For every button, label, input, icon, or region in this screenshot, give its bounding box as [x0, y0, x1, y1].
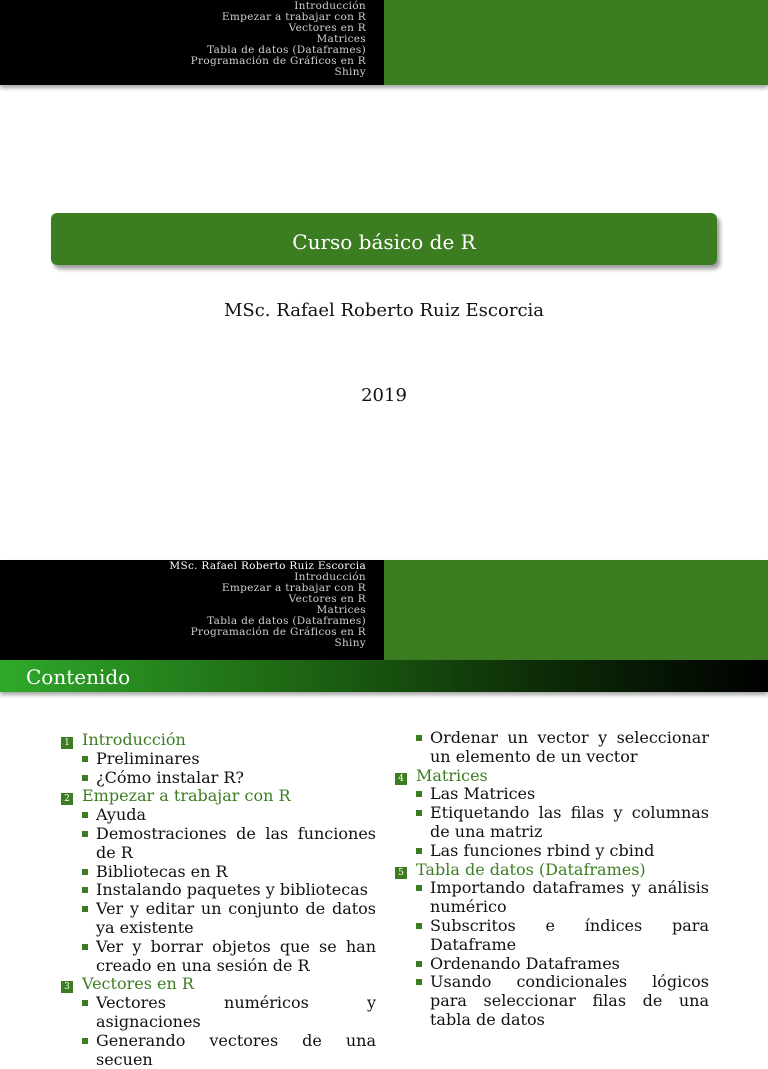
toc-subsection-label: Ver y editar un conjunto de datos ya existente — [96, 899, 376, 937]
bullet-icon — [82, 831, 88, 837]
bullet-icon — [416, 810, 422, 816]
toc-subsection-label: Ayuda — [96, 805, 147, 825]
nav-item-dataframes[interactable]: Tabla de datos (Dataframes) — [207, 615, 366, 627]
toc-section[interactable] — [61, 731, 376, 750]
bullet-icon — [416, 735, 422, 741]
bullet-icon — [82, 887, 88, 893]
toc-subsection[interactable] — [395, 729, 709, 767]
slide1-section-nav — [0, 0, 384, 85]
toc-subsection-label: Generando vectores de una secuen — [96, 1030, 376, 1069]
bullet-icon — [416, 885, 422, 891]
nav-item-graficos[interactable]: Programación de Gráficos en R — [190, 55, 366, 67]
toc-subsection[interactable] — [395, 785, 709, 804]
toc-subsection-label: ¿Cómo instalar R? — [96, 767, 244, 787]
toc-subsection-label: Las funciones rbind y cbind — [430, 840, 655, 860]
bullet-icon — [82, 869, 88, 875]
course-title: Curso básico de R — [292, 230, 476, 254]
frame-title: Contenido — [0, 660, 768, 692]
toc-subsection-label: Ordenando Dataframes — [430, 953, 620, 973]
slide2-headline — [0, 560, 768, 660]
section-number-badge: 2 — [61, 793, 73, 805]
toc-subsection-label: Importando dataframes y análisis numérico — [430, 878, 709, 917]
toc-subsection[interactable] — [61, 994, 376, 1032]
nav-item-vectores[interactable]: Vectores en R — [288, 593, 366, 605]
toc-subsection-label: Demostraciones de las funciones de R — [96, 823, 376, 862]
section-number-badge: 4 — [395, 773, 407, 785]
toc-section[interactable] — [61, 787, 376, 806]
bullet-icon — [82, 1038, 88, 1044]
nav-item-graficos[interactable]: Programación de Gráficos en R — [190, 626, 366, 638]
toc-subsection-label: Subscritos e índices para Dataframe — [430, 915, 709, 954]
nav-item-shiny[interactable]: Shiny — [334, 637, 366, 649]
toc-subsection[interactable] — [395, 955, 709, 974]
presentation-date: 2019 — [361, 385, 407, 406]
bullet-icon — [416, 848, 422, 854]
section-number-badge: 3 — [61, 981, 73, 993]
bullet-icon — [82, 812, 88, 818]
toc-subsection-label: Preliminares — [96, 748, 200, 768]
nav-item-introduccion[interactable]: Introducción — [294, 571, 366, 583]
bullet-icon — [416, 961, 422, 967]
bullet-icon — [82, 906, 88, 912]
toc-section-label: Matrices — [416, 765, 488, 785]
toc-section[interactable] — [395, 861, 709, 880]
toc-subsection-label: Las Matrices — [430, 784, 536, 804]
section-number-badge: 5 — [395, 867, 407, 879]
toc-subsection[interactable] — [61, 938, 376, 976]
toc-subsection[interactable] — [61, 1032, 376, 1069]
toc-section-label: Tabla de datos (Dataframes) — [416, 859, 646, 879]
nav-item-empezar[interactable]: Empezar a trabajar con R — [221, 11, 366, 23]
slide1-headline — [0, 0, 768, 85]
toc-subsection-label: Instalando paquetes y bibliotecas — [96, 880, 368, 900]
toc-subsection[interactable] — [61, 769, 376, 788]
toc-subsection-label: Ver y borrar objetos que se han creado en una sesión de R — [96, 936, 376, 975]
toc-subsection-label: Usando condicionales lógicos para seleccionar filas de una tabla de datos — [430, 972, 709, 1029]
nav-item-dataframes[interactable]: Tabla de datos (Dataframes) — [207, 44, 366, 56]
toc-subsection[interactable] — [61, 881, 376, 900]
nav-item-shiny[interactable]: Shiny — [334, 66, 366, 78]
toc-subsection-label: Vectores numéricos y asignaciones — [96, 993, 376, 1031]
header-author: MSc. Rafael Roberto Ruiz Escorcia — [169, 560, 366, 572]
toc-subsection[interactable] — [395, 973, 709, 1029]
toc-subsection[interactable] — [61, 863, 376, 882]
nav-item-matrices[interactable]: Matrices — [316, 604, 366, 616]
nav-item-matrices[interactable]: Matrices — [316, 33, 366, 45]
author-name: MSc. Rafael Roberto Ruiz Escorcia — [223, 300, 545, 321]
bullet-icon — [82, 756, 88, 762]
bullet-icon — [416, 979, 422, 985]
toc-subsection[interactable] — [395, 917, 709, 955]
slide2-headline-green — [384, 560, 768, 660]
bullet-icon — [416, 791, 422, 797]
toc-subsection[interactable] — [61, 806, 376, 825]
slide1-headline-green — [384, 0, 768, 85]
toc-section[interactable] — [61, 975, 376, 994]
toc-section-label: Vectores en R — [82, 974, 194, 994]
toc-subsection[interactable] — [61, 900, 376, 938]
toc-subsection[interactable] — [395, 879, 709, 917]
nav-item-introduccion[interactable]: Introducción — [294, 0, 366, 12]
toc-section-label: Introducción — [82, 730, 186, 749]
bullet-icon — [82, 944, 88, 950]
bullet-icon — [82, 775, 88, 781]
toc-section[interactable] — [395, 767, 709, 786]
bullet-icon — [82, 1000, 88, 1006]
nav-item-vectores[interactable]: Vectores en R — [288, 22, 366, 34]
section-number-badge: 1 — [61, 737, 73, 749]
toc-right-column — [395, 729, 709, 1030]
toc-left-column — [61, 731, 376, 1069]
bullet-icon — [416, 923, 422, 929]
title-box — [51, 213, 717, 265]
toc-subsection[interactable] — [395, 804, 709, 842]
toc-section-label: Empezar a trabajar con R — [82, 786, 291, 806]
toc-subsection-label: Bibliotecas en R — [96, 861, 228, 881]
toc-subsection-label: Ordenar un vector y seleccionar un elemento de un vector — [430, 728, 709, 766]
nav-item-empezar[interactable]: Empezar a trabajar con R — [221, 582, 366, 594]
toc-subsection[interactable] — [61, 750, 376, 769]
toc-subsection[interactable] — [395, 842, 709, 861]
toc-subsection[interactable] — [61, 825, 376, 863]
toc-subsection-label: Etiquetando las filas y columnas de una matriz — [430, 803, 709, 841]
slide2-section-nav — [0, 560, 384, 660]
